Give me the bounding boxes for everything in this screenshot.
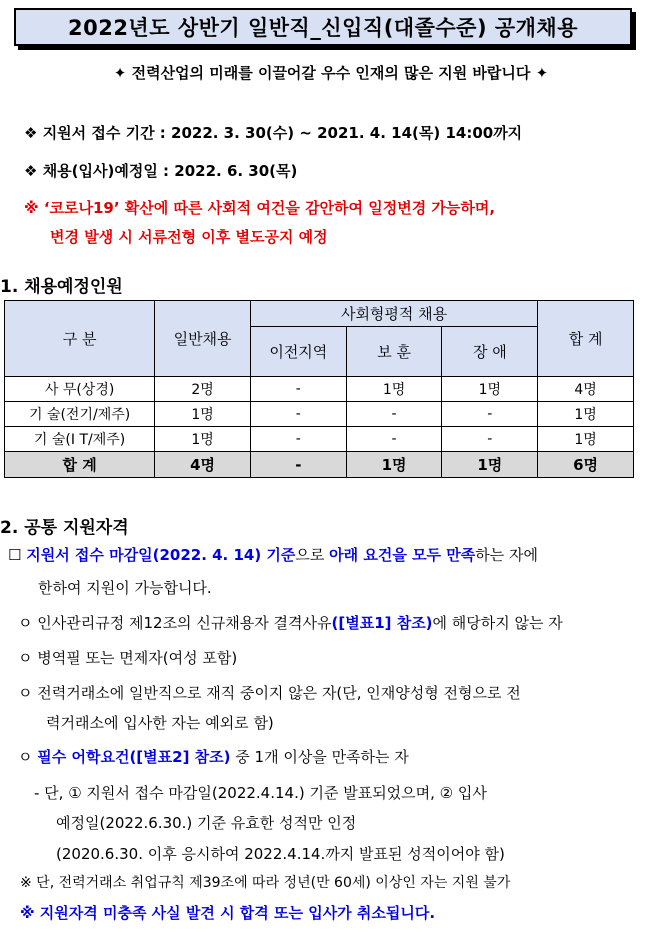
language-sub-line1: - 단, ① 지원서 접수 마감일(2022.4.14.) 기준 발표되었으며, ② 입사 — [34, 784, 487, 802]
section1-heading: 1. 채용예정인원 — [0, 277, 123, 297]
period-text: 지원서 접수 기간 : 2022. 3. 30(수) ~ 2021. 4. 14(목) 14:00까지 — [42, 124, 523, 142]
cell-category: 기 술(전기/제주) — [5, 402, 155, 427]
item2-text: 병역필 또는 면제자(여성 포함) — [37, 649, 238, 667]
cell-disabled: 1명 — [442, 452, 538, 478]
cell-category: 사 무(상경) — [5, 377, 155, 402]
col-relocated-header: 이전지역 — [250, 327, 346, 377]
retirement-note: ※ 단, 전력거래소 취업규칙 제39조에 따라 정년(만 60세) 이상인 자는 지원 불가 — [20, 875, 511, 891]
notice-mark: ※ — [24, 199, 39, 217]
cell-relocated: - — [250, 377, 346, 402]
requirement-item-3 — [18, 682, 521, 703]
cell-total: 6명 — [538, 452, 634, 478]
cell-relocated: - — [250, 402, 346, 427]
item3-text: 전력거래소에 일반직으로 재직 중이지 않은 자(단, 인재양성형 전형으로 전 — [37, 684, 521, 702]
cell-general: 1명 — [155, 427, 251, 452]
table-row — [5, 427, 634, 452]
cell-general: 4명 — [155, 452, 251, 478]
requirement-item-3-line2: 력거래소에 입사한 자는 예외로 함) — [46, 714, 274, 732]
cell-veteran: 1명 — [346, 452, 442, 478]
item1-pre: 인사관리규정 제12조의 신규채용자 결격사유 — [37, 614, 332, 632]
disqualification-note: ※ 지원자격 미충족 사실 발견 시 합격 또는 입사가 취소됩니다. — [20, 904, 436, 922]
recruitment-table — [4, 300, 634, 478]
table-row — [5, 402, 634, 427]
diamond-bullet-icon: ❖ — [24, 162, 38, 180]
language-sub-line3: (2020.6.30. 이후 응시하여 2022.4.14.까지 발표된 성적이어야 함) — [56, 845, 505, 863]
circle-bullet-icon: ㅇ — [18, 748, 33, 766]
language-sub-line2: 예정일(2022.6.30.) 기준 유효한 성적만 인정 — [56, 814, 357, 832]
cell-total: 1명 — [538, 427, 634, 452]
subtitle: ✦ 전력산업의 미래를 이끌어갈 우수 인재의 많은 지원 바랍니다 ✦ — [113, 64, 549, 82]
item4-post: 중 1개 이상을 만족하는 자 — [230, 748, 409, 766]
cell-relocated: - — [250, 452, 346, 478]
col-social-group-header: 사회형평적 채용 — [250, 301, 537, 327]
checkbox-icon: ☐ — [8, 546, 22, 564]
diamond-bullet-icon: ❖ — [24, 124, 38, 142]
col-disabled-header: 장 애 — [442, 327, 538, 377]
cell-total: 4명 — [538, 377, 634, 402]
cell-general: 1명 — [155, 402, 251, 427]
page-title: 2022년도 상반기 일반직_신입직(대졸수준) 공개채용 — [14, 8, 632, 46]
circle-bullet-icon: ㅇ — [18, 684, 33, 702]
circle-bullet-icon: ㅇ — [18, 614, 33, 632]
col-general-header: 일반채용 — [155, 301, 251, 377]
cell-veteran: 1명 — [346, 377, 442, 402]
cell-veteran: - — [346, 402, 442, 427]
hire-date-text: 채용(입사)예정일 : 2022. 6. 30(목) — [42, 162, 298, 180]
cell-category: 기 술(I T/제주) — [5, 427, 155, 452]
total-row — [5, 452, 634, 478]
requirement-item-2 — [18, 647, 237, 668]
cell-relocated: - — [250, 427, 346, 452]
requirement-item-1 — [18, 612, 563, 633]
qualification-intro-line2: 한하여 지원이 가능합니다. — [38, 579, 212, 597]
cell-general: 2명 — [155, 377, 251, 402]
item1-post: 에 해당하지 않는 자 — [432, 614, 563, 632]
covid-notice-line1 — [24, 197, 495, 218]
intro-end: 하는 자에 — [475, 546, 538, 564]
cell-total: 1명 — [538, 402, 634, 427]
notice-text: ‘코로나19’ 확산에 따른 사회적 여건을 감안하여 일정변경 가능하며, — [43, 199, 496, 217]
cell-disabled: - — [442, 402, 538, 427]
application-period — [24, 122, 522, 143]
col-total-header: 합 계 — [538, 301, 634, 377]
section2-heading: 2. 공통 지원자격 — [0, 518, 129, 538]
covid-notice-line2: 변경 발생 시 서류전형 이후 별도공지 예정 — [50, 228, 328, 246]
deadline-criteria: 지원서 접수 마감일(2022. 4. 14) 기준 — [26, 546, 296, 564]
cell-category: 합 계 — [5, 452, 155, 478]
requirement-item-4 — [18, 746, 409, 767]
cell-disabled: 1명 — [442, 377, 538, 402]
cell-disabled: - — [442, 427, 538, 452]
all-requirements: 아래 요건을 모두 만족 — [329, 546, 476, 564]
table-row — [5, 377, 634, 402]
col-veteran-header: 보 훈 — [346, 327, 442, 377]
appendix1-ref: ([별표1] 참조) — [331, 614, 433, 632]
hire-date — [24, 160, 297, 181]
qualification-intro — [8, 544, 538, 565]
cell-veteran: - — [346, 427, 442, 452]
col-category-header: 구 분 — [5, 301, 155, 377]
circle-bullet-icon: ㅇ — [18, 649, 33, 667]
language-requirement: 필수 어학요건([별표2] 참조) — [37, 748, 231, 766]
intro-mid: 으로 — [295, 546, 330, 564]
